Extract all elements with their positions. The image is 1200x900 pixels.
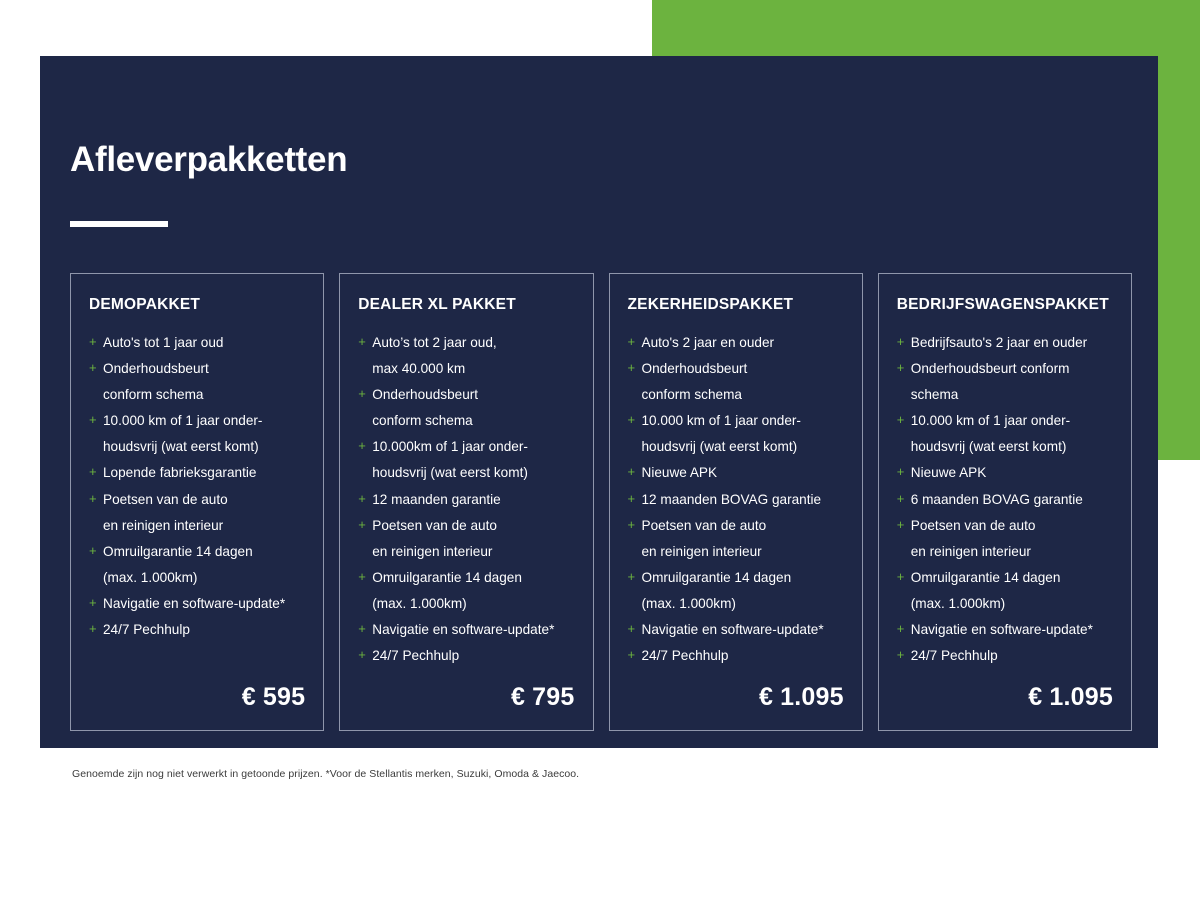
- feature-text-continued: (max. 1.000km): [641, 595, 736, 611]
- feature-text: 12 maanden garantie: [372, 491, 501, 507]
- feature-item: [628, 460, 844, 486]
- feature-item: [897, 460, 1113, 486]
- plus-icon: +: [627, 621, 636, 637]
- feature-item: [897, 356, 1113, 408]
- feature-text-continued: en reinigen interieur: [910, 543, 1031, 559]
- feature-text-continued: houdsvrij (wat eerst komt): [910, 439, 1067, 455]
- feature-text: Auto's 2 jaar en ouder: [641, 335, 775, 350]
- plus-icon: +: [89, 594, 97, 610]
- package-price: € 1.095: [1028, 683, 1113, 712]
- plus-icon: +: [627, 334, 636, 349]
- plus-icon: +: [896, 621, 905, 637]
- package-price: € 1.095: [758, 683, 844, 712]
- feature-text: Auto's tot 1 jaar oud: [103, 335, 224, 350]
- feature-text: 24/7 Pechhulp: [103, 622, 190, 638]
- package-price: € 595: [241, 683, 306, 712]
- feature-text: 10.000km of 1 jaar onder-: [372, 439, 528, 455]
- package-card: [339, 273, 593, 731]
- plus-icon: +: [89, 490, 97, 506]
- plus-icon: +: [896, 490, 905, 506]
- plus-icon: +: [89, 621, 97, 637]
- feature-text-continued: houdsvrij (wat eerst komt): [103, 439, 259, 455]
- feature-text-continued: (max. 1.000km): [372, 595, 467, 611]
- feature-item: [89, 591, 305, 617]
- feature-text: Bedrijfsauto's 2 jaar en ouder: [910, 335, 1088, 350]
- feature-text-continued: houdsvrij (wat eerst komt): [641, 439, 798, 455]
- package-title: ZEKERHEIDSPAKKET: [627, 296, 794, 313]
- feature-text: Onderhoudsbeurt: [103, 361, 209, 377]
- feature-text: 24/7 Pechhulp: [372, 648, 460, 664]
- plus-icon: +: [896, 568, 905, 584]
- feature-text-continued: conform schema: [372, 413, 473, 429]
- feature-text: 24/7 Pechhulp: [641, 648, 729, 664]
- feature-text: Omruilgarantie 14 dagen: [372, 569, 522, 585]
- title-underline-rule: [70, 221, 168, 227]
- feature-text: Onderhoudsbeurt: [372, 387, 479, 403]
- feature-text: Poetsen van de auto: [910, 517, 1036, 533]
- afleverpakketten-panel: [40, 56, 1158, 748]
- feature-text: Navigatie en software-update*: [641, 622, 824, 638]
- plus-icon: +: [358, 516, 366, 532]
- plus-icon: +: [896, 334, 905, 349]
- feature-item: [89, 356, 305, 408]
- feature-item: [358, 330, 574, 382]
- feature-text: Omruilgarantie 14 dagen: [641, 569, 792, 585]
- plus-icon: +: [896, 412, 905, 428]
- package-title: BEDRIJFSWAGENSPAKKET: [896, 296, 1109, 313]
- feature-item: [358, 382, 574, 434]
- feature-text: Navigatie en software-update*: [103, 595, 286, 611]
- feature-item: [89, 539, 305, 591]
- feature-text: 10.000 km of 1 jaar onder-: [910, 413, 1071, 429]
- feature-text-continued: en reinigen interieur: [641, 543, 762, 559]
- plus-icon: +: [627, 490, 636, 506]
- feature-text: Lopende fabrieksgarantie: [103, 465, 257, 481]
- feature-text: Poetsen van de auto: [641, 517, 767, 533]
- package-title: DEMOPAKKET: [89, 296, 201, 313]
- plus-icon: +: [358, 647, 366, 663]
- feature-text: Poetsen van de auto: [103, 491, 228, 507]
- plus-icon: +: [89, 542, 97, 558]
- feature-item: [358, 513, 574, 565]
- package-card: [878, 273, 1132, 731]
- plus-icon: +: [358, 490, 366, 506]
- feature-text: Onderhoudsbeurt: [641, 361, 748, 377]
- feature-item: [897, 330, 1113, 356]
- plus-icon: +: [896, 360, 905, 376]
- feature-item: [897, 513, 1113, 565]
- feature-item: [358, 565, 574, 617]
- feature-text: 10.000 km of 1 jaar onder-: [641, 413, 801, 429]
- feature-text: Onderhoudsbeurt conform: [910, 361, 1070, 377]
- feature-item: [897, 643, 1113, 669]
- footnote-text: Genoemde zijn nog niet verwerkt in getoonde prijzen. *Voor de Stellantis merken, Suzuki, Omoda & Jaecoo.: [72, 768, 580, 780]
- feature-text-continued: conform schema: [103, 387, 204, 403]
- plus-icon: +: [627, 568, 636, 584]
- feature-list: [628, 330, 844, 669]
- feature-text: 10.000 km of 1 jaar onder-: [103, 413, 263, 429]
- feature-item: [897, 565, 1113, 617]
- plus-icon: +: [89, 464, 97, 480]
- feature-item: [628, 565, 844, 617]
- feature-text: Auto’s tot 2 jaar oud,: [372, 335, 497, 350]
- feature-item: [628, 487, 844, 513]
- feature-text: Nieuwe APK: [910, 465, 987, 481]
- page-title: Afleverpakketten: [70, 140, 348, 179]
- feature-text: 6 maanden BOVAG garantie: [910, 491, 1083, 507]
- plus-icon: +: [627, 464, 636, 480]
- plus-icon: +: [627, 516, 636, 532]
- feature-text: Navigatie en software-update*: [372, 622, 555, 638]
- feature-item: [897, 487, 1113, 513]
- feature-list: [897, 330, 1113, 669]
- plus-icon: +: [89, 412, 97, 428]
- package-card: [609, 273, 863, 731]
- package-cards-container: [70, 273, 1132, 731]
- feature-text: Omruilgarantie 14 dagen: [910, 569, 1061, 585]
- plus-icon: +: [627, 360, 636, 376]
- feature-item: [628, 356, 844, 408]
- feature-text-continued: en reinigen interieur: [372, 543, 493, 559]
- feature-list: [358, 330, 574, 669]
- plus-icon: +: [896, 647, 905, 663]
- plus-icon: +: [896, 516, 905, 532]
- feature-text-continued: (max. 1.000km): [103, 569, 198, 585]
- feature-item: [628, 643, 844, 669]
- plus-icon: +: [358, 386, 366, 402]
- feature-item: [628, 617, 844, 643]
- feature-item: [897, 617, 1113, 643]
- feature-item: [358, 434, 574, 486]
- package-title: DEALER XL PAKKET: [358, 296, 516, 313]
- feature-item: [89, 408, 305, 460]
- feature-item: [628, 408, 844, 460]
- plus-icon: +: [627, 647, 636, 663]
- feature-text: Nieuwe APK: [641, 465, 718, 481]
- feature-text-continued: (max. 1.000km): [910, 595, 1006, 611]
- feature-text: Navigatie en software-update*: [910, 622, 1093, 638]
- plus-icon: +: [627, 412, 636, 428]
- feature-item: [89, 330, 305, 356]
- feature-text: 12 maanden BOVAG garantie: [641, 491, 822, 507]
- feature-item: [628, 330, 844, 356]
- plus-icon: +: [896, 464, 905, 480]
- feature-list: [89, 330, 305, 669]
- feature-item: [358, 643, 574, 669]
- feature-item: [897, 408, 1113, 460]
- plus-icon: +: [89, 334, 97, 349]
- feature-text-continued: conform schema: [641, 387, 742, 403]
- plus-icon: +: [358, 568, 366, 584]
- feature-text: Poetsen van de auto: [372, 517, 497, 533]
- feature-text: 24/7 Pechhulp: [910, 648, 998, 664]
- feature-item: [358, 487, 574, 513]
- package-card: [70, 273, 324, 731]
- plus-icon: +: [89, 360, 97, 376]
- feature-item: [358, 617, 574, 643]
- feature-text-continued: en reinigen interieur: [103, 517, 224, 533]
- plus-icon: +: [358, 621, 366, 637]
- package-price: € 795: [510, 683, 575, 712]
- feature-text: Omruilgarantie 14 dagen: [103, 543, 253, 559]
- feature-text-continued: schema: [910, 387, 959, 403]
- feature-item: [89, 617, 305, 643]
- feature-item: [89, 460, 305, 486]
- feature-item: [89, 487, 305, 539]
- feature-item: [628, 513, 844, 565]
- feature-text-continued: houdsvrij (wat eerst komt): [372, 465, 528, 481]
- plus-icon: +: [358, 334, 366, 349]
- plus-icon: +: [358, 438, 366, 454]
- feature-text-continued: max 40.000 km: [372, 361, 466, 377]
